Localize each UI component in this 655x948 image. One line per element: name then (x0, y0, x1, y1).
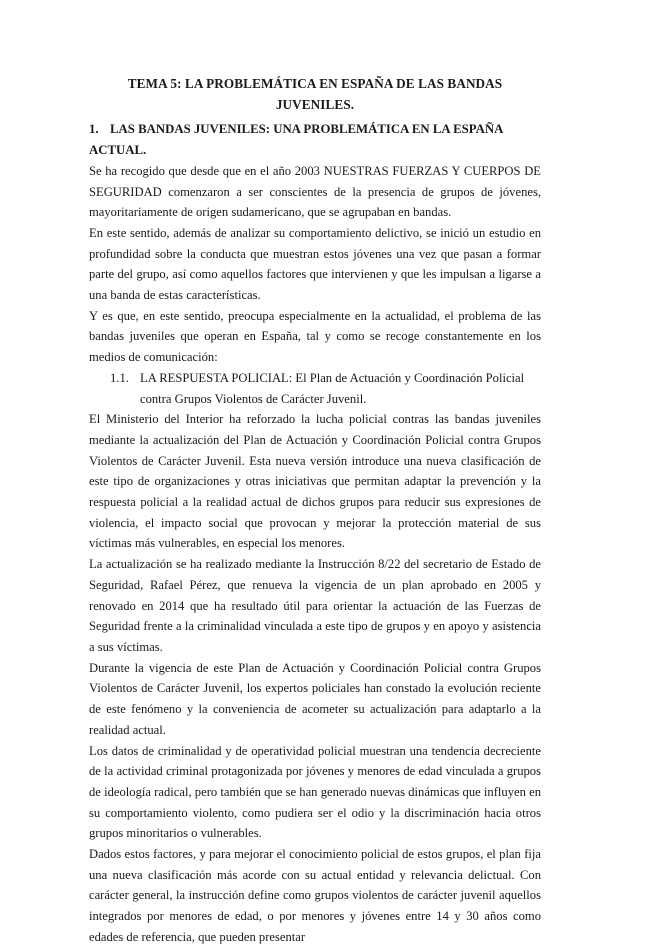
paragraph: Durante la vigencia de este Plan de Actuación y Coordinación Policial contra Grupos Violentos de Carácter Juvenil, los expertos policiales han constado la evolución reciente de este fenómeno y la conveniencia de acometer su actualización para adaptarlo a la realidad actual. (89, 660, 541, 737)
section-heading-text: LAS BANDAS JUVENILES: UNA PROBLEMÁTICA EN LA ESPAÑA ACTUAL. (89, 122, 503, 158)
section-heading (89, 119, 541, 160)
paragraph: La actualización se ha realizado mediante la Instrucción 8/22 del secretario de Estado de Seguridad, Rafael Pérez, que renueva la vigencia de un plan aprobado en 2005 y renovado en 2014 que ha resultado útil para orientar la actuación de las Fuerzas de Seguridad frente a la criminalidad vinculada a este tipo de grupos y en apoyo y asistencia a sus víctimas. (89, 557, 541, 654)
paragraph: Se ha recogido que desde que en el año 2003 NUESTRAS FUERZAS Y CUERPOS DE SEGURIDAD comenzaron a ser conscientes de la presencia de grupos de jóvenes, mayoritariamente de origen sudamericano, que se agrupaban en bandas. (89, 163, 541, 220)
paragraph: En este sentido, además de analizar su comportamiento delictivo, se inició un estudio en profundidad sobre la conducta que muestran estos jóvenes una vez que pasan a formar parte del grupo, así como aquellos factores que intervienen y que les impulsan a ligarse a una banda de estas características. (89, 225, 541, 303)
document-title: TEMA 5: LA PROBLEMÁTICA EN ESPAÑA DE LAS BANDAS JUVENILES. (127, 76, 503, 112)
paragraph: Y es que, en este sentido, preocupa especialmente en la actualidad, el problema de las bandas juveniles que operan en España, tal y como se recoge constantemente en los medios de comunicación: (89, 308, 541, 365)
section-number: 1. (89, 122, 99, 137)
document-content (89, 74, 541, 948)
subsection-number: 1.1. (110, 370, 129, 385)
subsection-heading-text: LA RESPUESTA POLICIAL: El Plan de Actuación y Coordinación Policial contra Grupos Violentos de Carácter Juvenil. (140, 370, 525, 406)
paragraph: Dados estos factores, y para mejorar el conocimiento policial de estos grupos, el plan fija una nueva clasificación más acorde con su actual entidad y relevancia delictual. Con carácter general, la instrucción define como grupos violentos de carácter juvenil aquellos integrados por menores de edad, o por menores y jóvenes entre 14 y 30 años como edades de referencia, que pueden presentar (89, 847, 541, 944)
paragraph: Los datos de criminalidad y de operatividad policial muestran una tendencia decreciente de la actividad criminal protagonizada por jóvenes y menores de edad vinculada a grupos de ideología radical, pero también que se han generado nuevas dinámicas que influyen en su comportamiento violento, como pudiera ser el odio y la discriminación hacia otros grupos minoritarios o vulnerables. (89, 743, 541, 841)
subsection-heading (110, 368, 541, 409)
paragraph: El Ministerio del Interior ha reforzado la lucha policial contras las bandas juveniles mediante la actualización del Plan de Actuación y Coordinación Policial contra Grupos Violentos de Carácter Juvenil. Esta nueva versión introduce una nueva clasificación de este tipo de organizaciones y otras iniciativas que permitan adaptar la prevención y la respuesta policial a la realidad actual de dichos grupos para reducir sus expresiones de violencia, el impacto social que provocan y mejorar la protección material de sus víctimas más vulnerables, en especial los menores. (89, 412, 541, 551)
